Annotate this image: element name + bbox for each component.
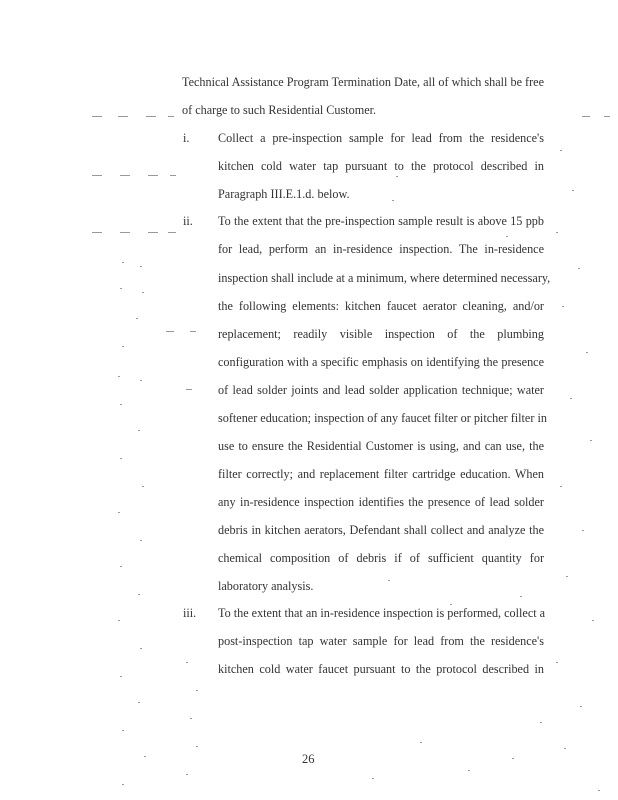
item-ii-line: use to ensure the Residential Customer is using, and can use, the	[218, 439, 544, 453]
item-i-line: Collect a pre-inspection sample for lead from the residence's	[218, 131, 544, 145]
item-numeral-iii: iii.	[183, 606, 197, 620]
intro-line: Technical Assistance Program Termination Date, all of which shall be free	[182, 75, 544, 89]
item-ii-line: debris in kitchen aerators, Defendant shall collect and analyze the	[218, 523, 544, 537]
item-ii-line: laboratory analysis.	[218, 579, 314, 593]
item-iii-line: To the extent that an in-residence inspection is performed, collect a	[218, 606, 546, 620]
item-ii-line: filter correctly; and replacement filter cartridge education. When	[218, 467, 544, 481]
page-number: 26	[302, 752, 315, 766]
item-i-line: Paragraph III.E.1.d. below.	[218, 187, 350, 201]
item-ii-line: To the extent that the pre-inspection sample result is above 15 ppb	[218, 214, 544, 228]
item-ii-line: inspection shall include at a minimum, where determined necessary,	[218, 271, 551, 285]
item-iii-line: post-inspection tap water sample for lead from the residence's	[218, 634, 544, 648]
item-ii-line: softener education; inspection of any faucet filter or pitcher filter in	[218, 411, 547, 425]
item-ii-line: configuration with a specific emphasis on identifying the presence	[218, 355, 544, 369]
item-i-line: kitchen cold water tap pursuant to the protocol described in	[218, 159, 544, 173]
item-ii-line: any in-residence inspection identifies the presence of lead solder	[218, 495, 544, 509]
intro-line: of charge to such Residential Customer.	[182, 103, 377, 117]
item-ii-line: chemical composition of debris if of sufficient quantity for	[218, 551, 544, 565]
item-iii-line: kitchen cold water faucet pursuant to the protocol described in	[218, 662, 544, 676]
item-ii-line: the following elements: kitchen faucet aerator cleaning, and/or	[218, 299, 544, 313]
item-ii-line: of lead solder joints and lead solder application technique; water	[218, 383, 544, 397]
item-numeral-i: i.	[183, 131, 190, 145]
item-ii-line: replacement; readily visible inspection of the plumbing	[218, 327, 544, 341]
item-ii-line: for lead, perform an in-residence inspection. The in-residence	[218, 242, 544, 256]
item-numeral-ii: ii.	[183, 214, 193, 228]
